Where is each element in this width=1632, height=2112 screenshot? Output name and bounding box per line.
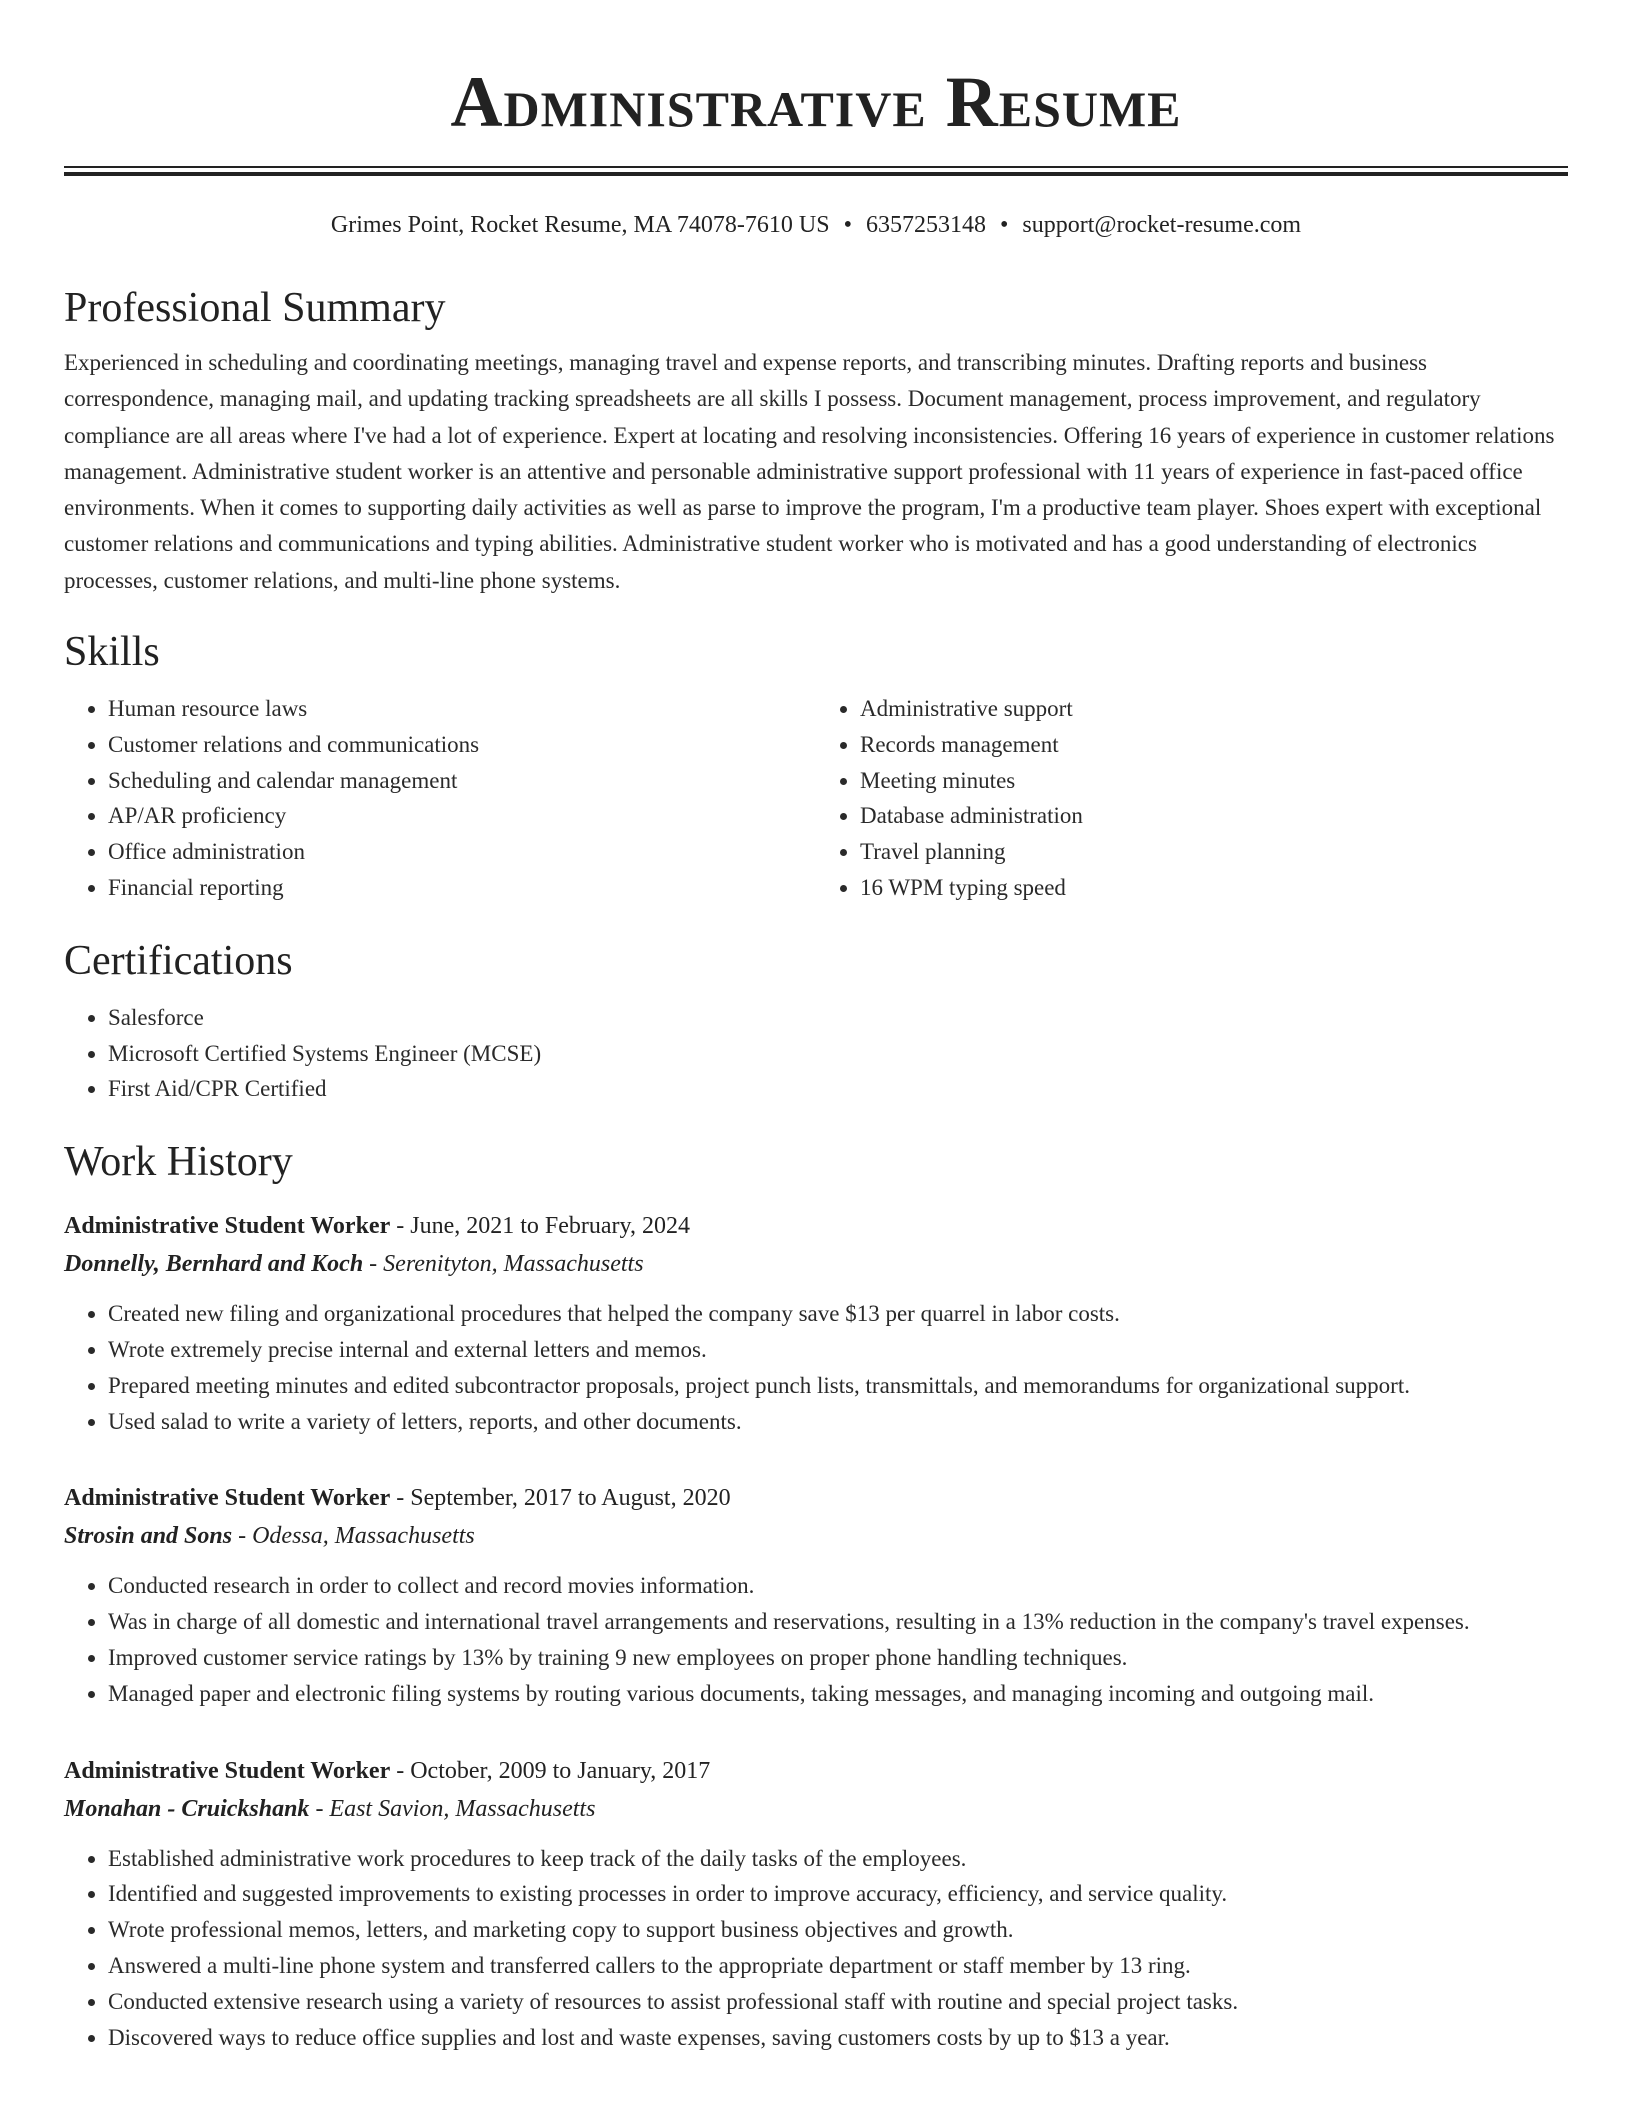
job-bullet: • Wrote professional memos, letters, and marketing copy to support business objectives and growth. — [108, 1912, 1568, 1948]
resume-page — [64, 0, 1568, 2055]
job-bullet: • Established administrative work procedures to keep track of the daily tasks of the employees. — [108, 1841, 1568, 1877]
job-bullets — [64, 1296, 1568, 1439]
job-bullet: • Used salad to write a variety of letters, reports, and other documents. — [108, 1404, 1568, 1440]
job-title-line — [64, 1207, 1568, 1245]
job-location: - Serenityton, Massachusetts — [363, 1251, 644, 1278]
job-bullet: • Improved customer service ratings by 13% by training 9 new employees on proper phone handling techniques. — [108, 1640, 1568, 1676]
skills-heading: Skills — [64, 629, 160, 676]
job-bullet: • Identified and suggested improvements to existing processes in order to improve accuracy, efficiency, and service quality. — [108, 1876, 1568, 1912]
work-history-heading: Work History — [64, 1139, 293, 1186]
job-company-line — [64, 1517, 1568, 1555]
job-bullet: • Discovered ways to reduce office supplies and lost and waste expenses, saving customers costs by up to $13 a year. — [108, 2020, 1568, 2056]
job-dates: - October, 2009 to January, 2017 — [390, 1757, 711, 1784]
job-location: - Odessa, Massachusetts — [232, 1523, 475, 1550]
job-title-line — [64, 1752, 1568, 1790]
resume-title: Administrative Resume — [450, 62, 1182, 142]
skills-list-right — [816, 691, 1568, 906]
skill-item: • Financial reporting — [108, 870, 816, 906]
job-title: Administrative Student Worker — [64, 1213, 391, 1240]
contact-line — [64, 209, 1568, 241]
skills-list-left — [64, 691, 816, 906]
job-bullet: • Conducted research in order to collect and record movies information. — [108, 1568, 1568, 1604]
job-bullet: • Created new filing and organizational procedures that helped the company save $13 per quarrel in labor costs. — [108, 1296, 1568, 1332]
job-dates: - June, 2021 to February, 2024 — [390, 1213, 690, 1240]
skill-item: • AP/AR proficiency — [108, 798, 816, 834]
skill-item: • 16 WPM typing speed — [860, 870, 1568, 906]
job-bullet: • Prepared meeting minutes and edited subcontractor proposals, project punch lists, transmittals, and memorandums for organizational support. — [108, 1368, 1568, 1404]
certification-item: • First Aid/CPR Certified — [108, 1071, 1568, 1107]
job-entry — [64, 1207, 1568, 1439]
job-title: Administrative Student Worker — [64, 1757, 391, 1784]
job-bullet: • Answered a multi-line phone system and transferred callers to the appropriate department or staff member by 13 ring. — [108, 1948, 1568, 1984]
summary-heading: Professional Summary — [64, 285, 446, 331]
skill-item: • Administrative support — [860, 691, 1568, 727]
contact-phone: 6357253148 — [865, 212, 986, 238]
contact-address: Grimes Point, Rocket Resume, MA 74078-7610 US — [330, 212, 830, 238]
skill-item: • Customer relations and communications — [108, 727, 816, 763]
job-dates: - September, 2017 to August, 2020 — [390, 1485, 731, 1512]
job-bullets — [64, 1841, 1568, 2056]
job-company-line — [64, 1790, 1568, 1828]
job-entry — [64, 1479, 1568, 1711]
certification-item: • Microsoft Certified Systems Engineer (MCSE) — [108, 1036, 1568, 1072]
job-company: Strosin and Sons — [64, 1523, 233, 1550]
job-company: Monahan - Cruickshank — [64, 1795, 310, 1822]
job-bullet: • Was in charge of all domestic and international travel arrangements and reservations, resulting in a 13% reduction in the company's travel expenses. — [108, 1604, 1568, 1640]
skill-item: • Database administration — [860, 798, 1568, 834]
contact-email: support@rocket-resume.com — [1022, 212, 1302, 238]
contact-separator: • — [843, 212, 852, 238]
certification-item: • Salesforce — [108, 1000, 1568, 1036]
certifications-list — [64, 1000, 1568, 1107]
contact-separator: • — [999, 212, 1009, 238]
summary-text: Experienced in scheduling and coordinating meetings, managing travel and expense reports, and transcribing minutes. Drafting reports and business correspondence, managing mail, and updating tracking spreadsheets are all skills I possess. Document management, process improvement, and regulatory compliance are all areas where I've had a lot of experience. Expert at locating and resolving inconsistencies. Offering 16 years of experience in customer relations management. Administrative student worker is an attentive and personable administrative support professional with 11 years of experience in fast-paced office environments. When it comes to supporting daily activities as well as parse to improve the program, I'm a productive team player. Shoes expert with exceptional customer relations and communications and typing abilities. Administrative student worker who is motivated and has a good understanding of electronics processes, customer relations, and multi-line phone systems. — [64, 350, 1555, 593]
job-bullets — [64, 1568, 1568, 1711]
job-bullet: • Conducted extensive research using a variety of resources to assist professional staff with routine and special project tasks. — [108, 1984, 1568, 2020]
skill-item: • Meeting minutes — [860, 763, 1568, 799]
job-bullet: • Wrote extremely precise internal and external letters and memos. — [108, 1332, 1568, 1368]
skills-columns — [64, 691, 1568, 906]
job-title: Administrative Student Worker — [64, 1485, 391, 1512]
job-title-line — [64, 1479, 1568, 1517]
skill-item: • Office administration — [108, 834, 816, 870]
title-divider — [64, 166, 1568, 176]
skill-item: • Records management — [860, 727, 1568, 763]
job-entry — [64, 1752, 1568, 2056]
job-company-line — [64, 1245, 1568, 1283]
job-bullet: • Managed paper and electronic filing systems by routing various documents, taking messages, and managing incoming and outgoing mail. — [108, 1676, 1568, 1712]
certifications-heading: Certifications — [64, 937, 293, 984]
job-company: Donnelly, Bernhard and Koch — [64, 1251, 364, 1278]
skill-item: • Travel planning — [860, 834, 1568, 870]
job-location: - East Savion, Massachusetts — [309, 1795, 596, 1822]
skill-item: • Scheduling and calendar management — [108, 763, 816, 799]
skill-item: • Human resource laws — [108, 691, 816, 727]
